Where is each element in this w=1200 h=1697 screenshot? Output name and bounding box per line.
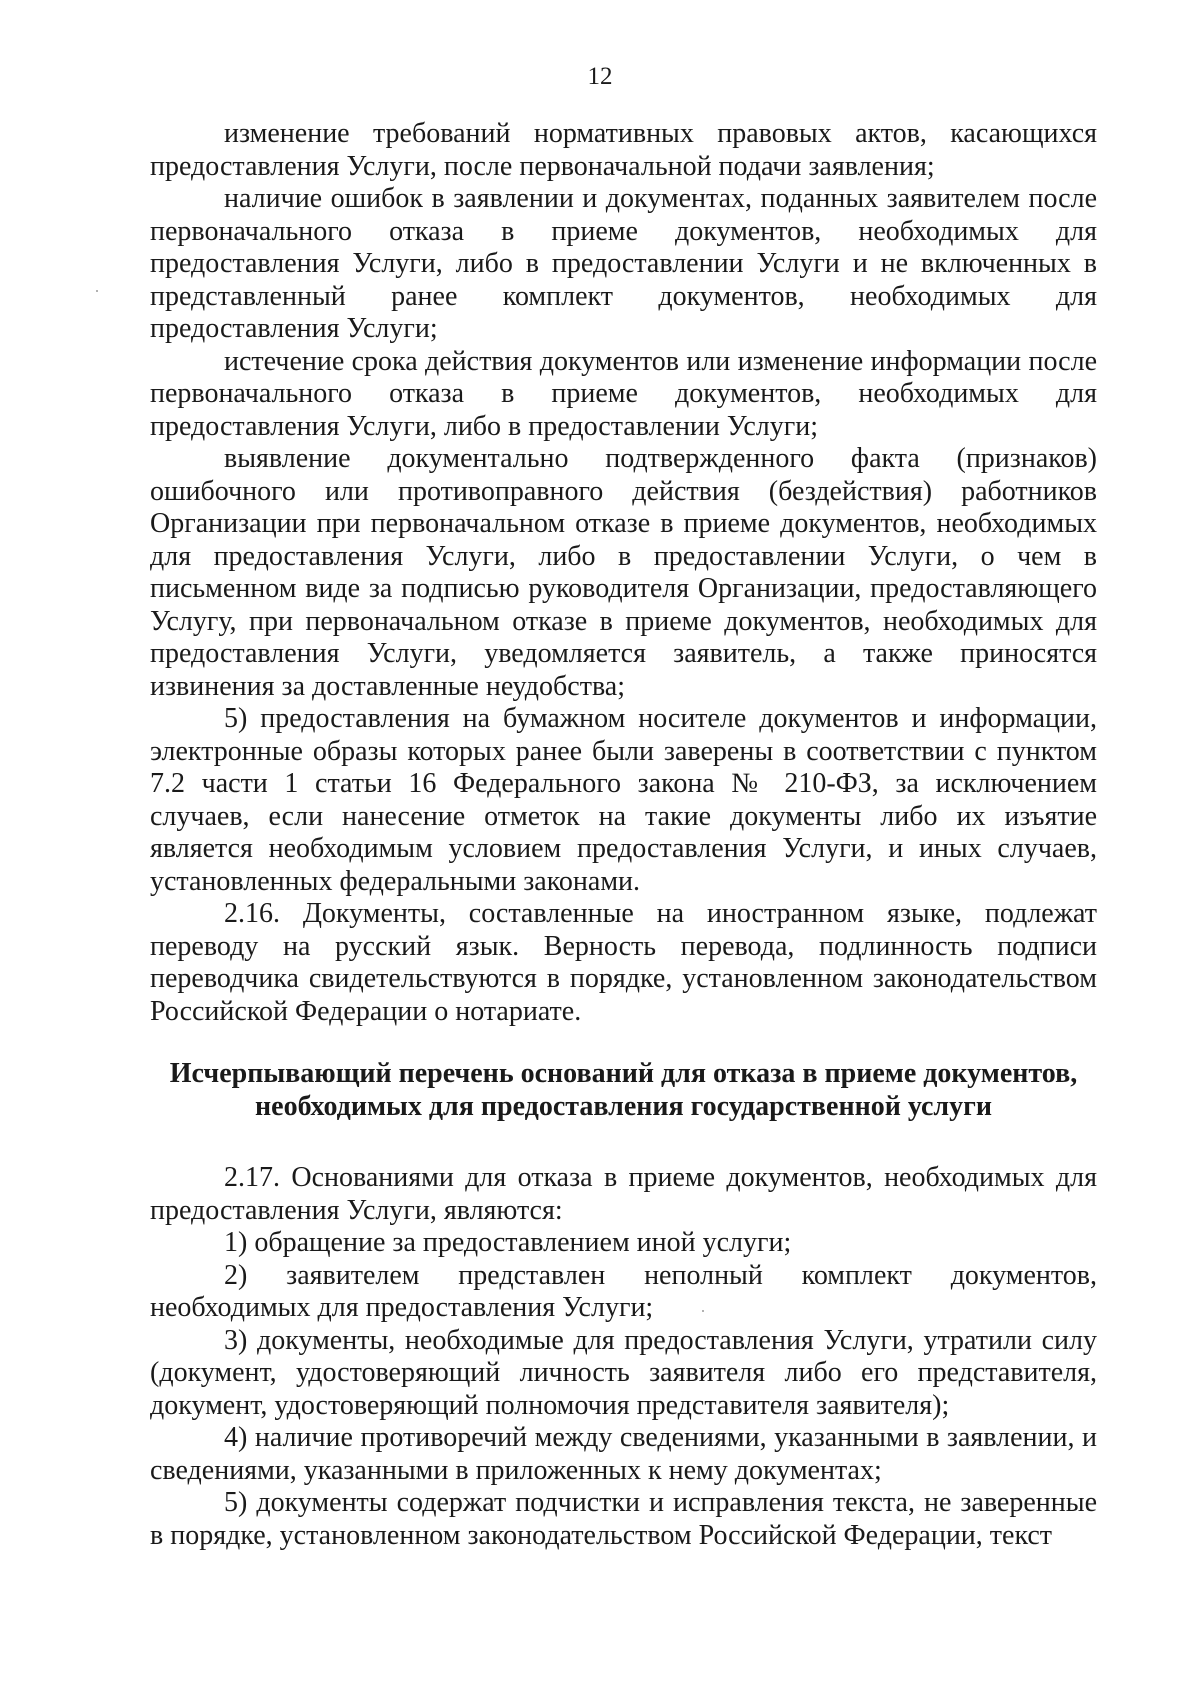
scan-speck — [702, 1310, 704, 1312]
body-text-bottom — [150, 1162, 1097, 1552]
scan-speck — [96, 290, 98, 292]
paragraph: 2.16. Документы, составленные на иностранном языке, подлежат переводу на русский язык. Верность перевода, подлинность подписи переводчика свидетельствуются в порядке, установленном законодательством Российской Федерации о нотариате. — [150, 898, 1097, 1027]
list-item: 1) обращение за предоставлением иной услуги; — [224, 1227, 792, 1258]
paragraph: выявление документально подтвержденного факта (признаков) ошибочного или противоправного действия (бездействия) работников Организации при первоначальном отказе в приеме документов, необходимых для предоставления Услуги, либо в предоставлении Услуги, о чем в письменном виде за подписью руководителя Организации, предоставляющего Услугу, при первоначальном отказе в приеме документов, необходимых для предоставления Услуги, уведомляется заявитель, а также приносятся извинения за доставленные неудобства; — [150, 443, 1097, 702]
paragraph: изменение требований нормативных правовых актов, касающихся предоставления Услуги, после первоначальной подачи заявления; — [150, 118, 1097, 182]
list-item: 2) заявителем представлен неполный комплект документов, необходимых для предоставления Услуги; — [150, 1259, 1097, 1323]
body-text-top — [150, 118, 1097, 1028]
section-heading-line: необходимых для предоставления государственной услуги — [255, 1090, 992, 1122]
list-item: 3) документы, необходимые для предоставления Услуги, утратили силу (документ, удостоверяющий личность заявителя либо его представителя, документ, удостоверяющий полномочия представителя заявителя); — [150, 1324, 1097, 1421]
page-number: 12 — [587, 63, 613, 90]
section-heading-line: Исчерпывающий перечень оснований для отказа в приеме документов, — [169, 1058, 1078, 1089]
list-item: 5) документы содержат подчистки и исправления текста, не заверенные в порядке, установленном законодательством Российской Федерации, текст — [150, 1487, 1097, 1551]
paragraph: наличие ошибок в заявлении и документах, поданных заявителем после первоначального отказа в приеме документов, необходимых для предоставления Услуги, либо в предоставлении Услуги и не включенных в представленный ранее комплект документов, необходимых для предоставления Услуги; — [150, 183, 1097, 344]
paragraph: истечение срока действия документов или изменение информации после первоначального отказа в приеме документов, необходимых для предоставления Услуги, либо в предоставлении Услуги; — [150, 345, 1097, 442]
section-heading — [150, 1058, 1097, 1123]
paragraph: 2.17. Основаниями для отказа в приеме документов, необходимых для предоставления Услуги, являются: — [150, 1162, 1097, 1226]
paragraph: 5) предоставления на бумажном носителе документов и информации, электронные образы которых ранее были заверены в соответствии с пунктом 7.2 части 1 статьи 16 Федерального закона № 210-ФЗ, за исключением случаев, если нанесение отметок на такие документы либо их изъятие является необходимым условием предоставления Услуги, и иных случаев, установленных федеральными законами. — [150, 703, 1097, 897]
list-item: 4) наличие противоречий между сведениями, указанными в заявлении, и сведениями, указанными в приложенных к нему документах; — [150, 1422, 1097, 1486]
